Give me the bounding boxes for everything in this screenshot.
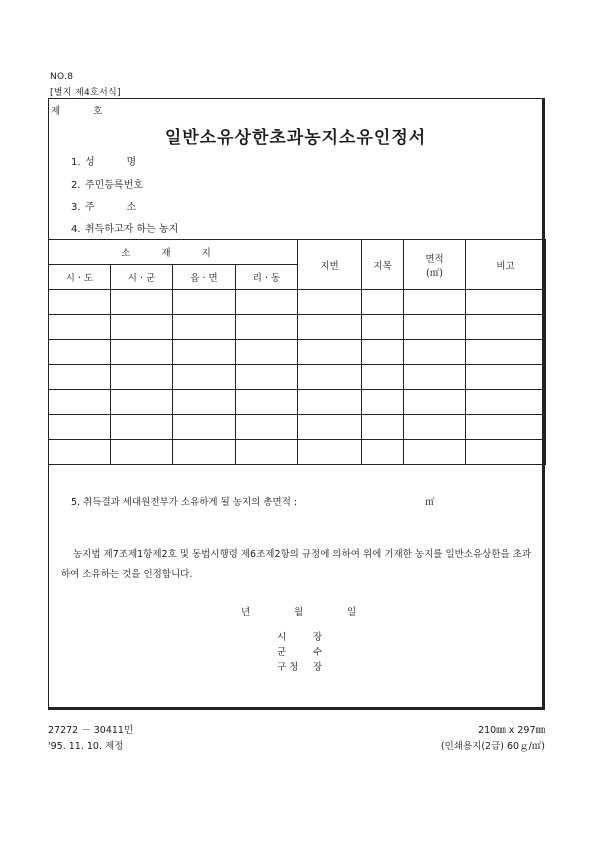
table-row [49,365,546,390]
date-day: 일 [347,607,357,618]
lot-number-header: 지번 [298,240,362,290]
signer-county-head: 군 수 [277,647,323,658]
farmland-table [48,239,546,465]
date-year: 년 [241,607,251,618]
area-header: 면적 (㎡) [404,240,466,290]
form-reference: [별지 제4호서식] [50,88,121,98]
form-code: 27272 － 30411민 [48,725,134,736]
item-resident-number: 2. 주민등록번호 [71,180,143,191]
table-row [49,315,546,340]
item-farmland: 4. 취득하고자 하는 농지 [71,224,179,235]
city-county-header: 시 · 군 [111,265,173,290]
village-header: 리 · 동 [236,265,298,290]
land-type-header: 지목 [362,240,404,290]
signer-district-head: 구 청 장 [277,662,323,673]
statement-text: 농지법 제7조제1항제2호 및 동법시행령 제6조제2항의 규정에 의하여 위에 기재한 농지를 일반소유상한을 초과하여 소유하는 것을 인정합니다. [61,549,532,580]
form-number: NO.8 [50,72,74,82]
enacted-date: '95. 11. 10. 제정 [48,741,124,752]
date-month: 월 [294,607,304,618]
form-title: 일반소유상한초과농지소유인정서 [164,128,427,148]
table-row [49,290,546,315]
doc-number-label-2: 호 [93,106,103,117]
table-row [49,390,546,415]
item-address: 3. 주 소 [71,202,137,213]
table-row [49,340,546,365]
table-row [49,415,546,440]
table-row [49,440,546,465]
total-area-unit: ㎡ [425,497,435,508]
province-header: 시 · 도 [49,265,111,290]
remarks-header: 비고 [466,240,546,290]
town-header: 읍 · 면 [173,265,236,290]
paper-size: 210㎜ x 297㎜ [478,725,545,736]
signer-mayor: 시 장 [277,632,323,643]
doc-number-label-1: 제 [51,106,61,117]
paper-spec: (인쇄용지(2급) 60ｇ/㎡) [440,741,545,752]
form-frame [48,98,545,710]
location-header: 소 재 지 [49,240,298,265]
item-total-area: 5. 취득결과 세대원전부가 소유하게 될 농지의 총면적 : [71,497,298,508]
item-name: 1. 성 명 [71,157,137,168]
